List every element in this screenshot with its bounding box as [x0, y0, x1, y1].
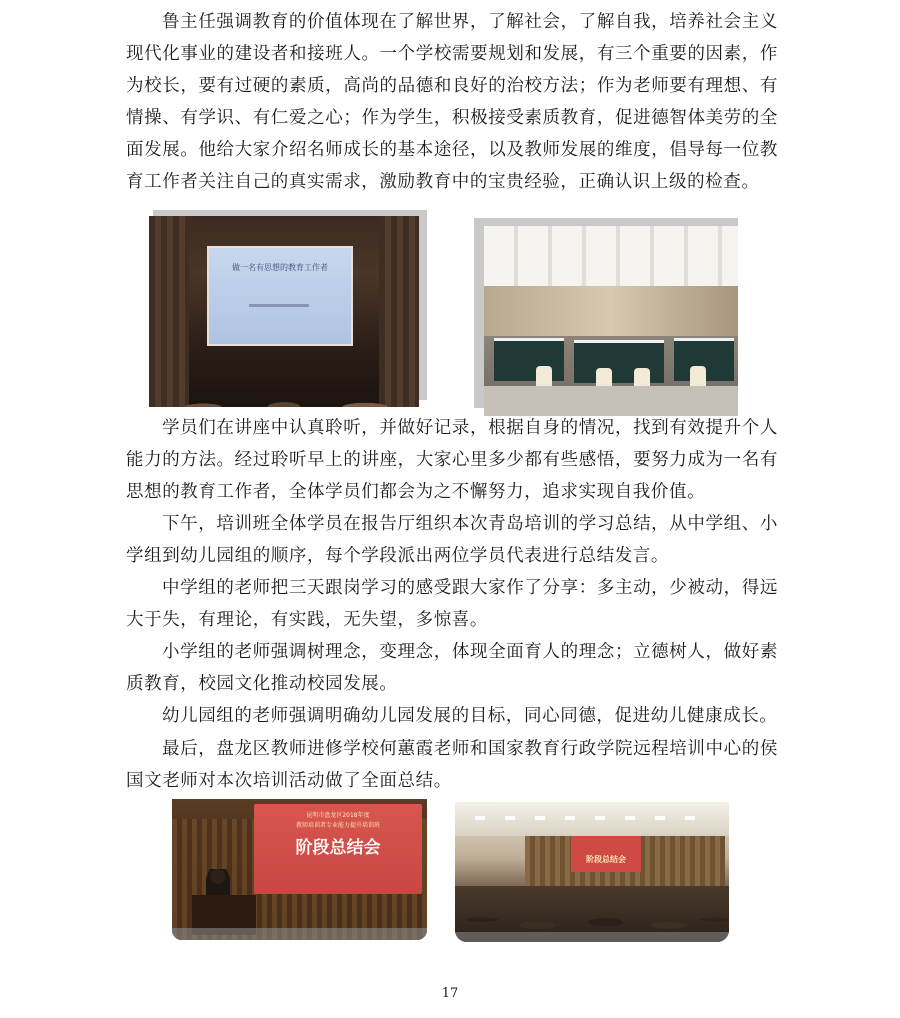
page-number: 17 — [441, 986, 459, 1001]
auditorium-banner — [571, 836, 641, 872]
summary-meeting-photo — [172, 799, 427, 940]
paragraph-5: 小学组的老师强调树理念，变理念，体现全面育人的理念；立德树人，做好素质教育，校园文化推动校园发展。 — [126, 642, 778, 694]
photo-1-shadow-side — [419, 210, 427, 400]
auditorium-photo — [455, 802, 729, 942]
paragraph-4: 中学组的老师把三天跟岗学习的感受跟大家作了分享：多主动，少被动，得远大于失，有理论，有实践，无失望，多惊喜。 — [126, 578, 778, 630]
meeting-room-photo — [484, 226, 738, 416]
photo-2-shadow-side — [474, 218, 484, 408]
banner-line-1: 昆明市盘龙区2018年度 — [306, 812, 370, 819]
paragraph-6: 幼儿园组的老师强调明确幼儿园发展的目标，同心同德，促进幼儿健康成长。 — [162, 706, 778, 726]
paragraph-7: 最后，盘龙区教师进修学校何蕙霞老师和国家教育行政学院远程培训中心的侯国文老师对本次培训活动做了全面总结。 — [126, 739, 778, 791]
paragraph-3: 下午，培训班全体学员在报告厅组织本次青岛培训的学习总结，从中学组、小学组到幼儿园组的顺序，每个学段派出两位学员代表进行总结发言。 — [126, 514, 778, 566]
summary-banner — [254, 804, 422, 894]
screen-title: 做一名有思想的教育工作者 — [232, 263, 328, 272]
lecture-photo — [149, 216, 419, 407]
photo-2-shadow — [474, 218, 738, 226]
paragraph-2: 学员们在讲座中认真聆听，并做好记录，根据自身的情况，找到有效提升个人能力的方法。经过聆听早上的讲座，大家心里多少都有些感悟，要努力成为一名有思想的教育工作者，全体学员们都会为之不懈努力，追求实现自我价值。 — [126, 418, 778, 502]
paragraph-1: 鲁主任强调教育的价值体现在了解世界，了解社会，了解自我，培养社会主义现代化事业的建设者和接班人。一个学校需要规划和发展，有三个重要的因素，作为校长，要有过硬的素质，高尚的品德和良好的治校方法；作为老师要有理想、有情操、有学识、有仁爱之心；作为学生，积极接受素质教育，促进德智体美劳的全面发展。他给大家介绍名师成长的基本途径，以及教师发展的维度，倡导每一位教育工作者关注自己的真实需求，激励教育中的宝贵经验，正确认识上级的检查。 — [126, 12, 778, 192]
banner-title: 阶段总结会 — [295, 838, 381, 858]
banner-line-2: 教师培训者专业能力提升培训班 — [295, 822, 380, 829]
projector-screen — [207, 246, 353, 346]
auditorium-banner-title: 阶段总结会 — [586, 855, 626, 864]
